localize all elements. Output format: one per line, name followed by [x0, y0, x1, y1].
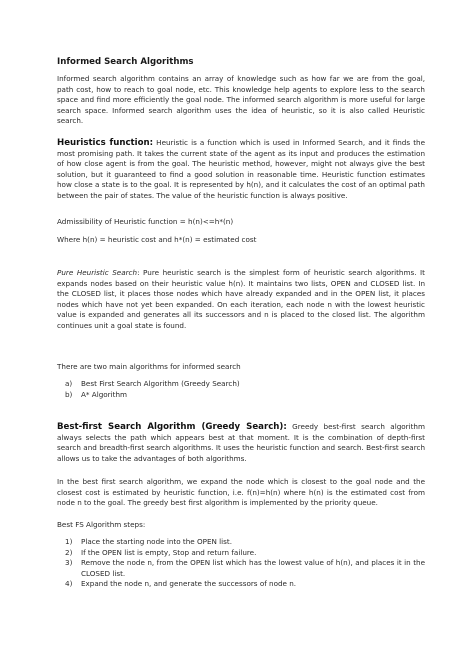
list-item	[57, 379, 425, 390]
list-item-text: Remove the node n, from the OPEN list which has the lowest value of h(n), and places it in the CLOSED list.	[81, 558, 425, 578]
bfs-paragraph-2	[57, 477, 425, 509]
list-item-text: Place the starting node into the OPEN list.	[81, 537, 233, 546]
bfs-paragraph-2-text: In the best first search algorithm, we expand the node which is closest to the goal node and the closest cost is estimated by heuristic function, i.e. f(n)=h(n) where h(n) is the estimated cost from node n to the goal. The greedy best first algorithm is implemented by the priority queue.	[57, 477, 425, 507]
list-item	[57, 579, 425, 590]
list-item-text: Best First Search Algorithm (Greedy Search)	[81, 379, 240, 388]
list-item	[57, 558, 425, 579]
steps-list	[57, 537, 425, 590]
intro-paragraph	[57, 74, 425, 127]
steps-title-text: Best FS Algorithm steps:	[57, 520, 146, 529]
heuristic-text: Heuristic is a function which is used in Informed Search, and it finds the most promising path. It takes the current state of the agent as its input and produces the estimation of how close agent is from the goal. The heuristic method, however, might not always give the best solution, but it guaranteed to find a good solution in reasonable time. Heuristic function estimates how close a state is to the goal. It is represented by h(n), and it calculates the cost of an optimal path between the pair of states. The value of the heuristic function is always positive.	[57, 138, 425, 200]
list-item-text: A* Algorithm	[81, 389, 127, 399]
where-text: Where h(n) = heuristic cost and h*(n) = estimated cost	[57, 235, 257, 244]
list-marker: 2)	[65, 547, 73, 557]
list-marker: b)	[65, 389, 73, 399]
pure-heuristic-paragraph	[57, 268, 425, 331]
list-item	[57, 537, 425, 548]
bfs-paragraph	[57, 422, 425, 464]
two-main-text: There are two main algorithms for informed search	[57, 362, 241, 371]
list-marker: 4)	[65, 579, 73, 588]
intro-text: Informed search algorithm contains an array of knowledge such as how far we are from the goal, path cost, how to reach to goal node, etc. This knowledge help agents to explore less to the search space and find more efficiently the goal node. The informed search algorithm is more useful for large search space. Informed search algorithm uses the idea of heuristic, so it is also called Heuristic search.	[57, 74, 425, 125]
bfs-text: Greedy best-first search algorithm always selects the path which appears best at that moment. It is the combination of depth-first search and breadth-first search algorithms. It uses the heuristic function and search. Best-first search allows us to take the advantages of both algorithms.	[57, 422, 425, 463]
steps-title	[57, 520, 425, 531]
heuristic-heading: Heuristics function:	[57, 138, 154, 148]
pure-heuristic-text: : Pure heuristic search is the simplest form of heuristic search algorithms. It expands nodes based on their heuristic value h(n). It maintains two lists, OPEN and CLOSED list. In the CLOSED list, it places those nodes which have already expanded and in the OPEN list, it places nodes which have not yet been expanded. On each iteration, each node n with the lowest heuristic value is expanded and generates all its successors and n is placed to the closed list. The algorithm continues unit a goal state is found.	[57, 268, 425, 330]
heuristic-paragraph	[57, 138, 425, 201]
where-line	[57, 235, 425, 246]
list-marker: 3)	[65, 558, 73, 567]
list-item	[57, 548, 425, 559]
two-main-line	[57, 362, 425, 373]
pure-heuristic-label: Pure Heuristic Search	[57, 268, 138, 277]
list-marker: a)	[65, 379, 73, 388]
doc-title: Informed Search Algorithms	[57, 57, 194, 67]
admissibility-text: Admissibility of Heuristic function = h(n)<=h*(n)	[57, 217, 234, 226]
main-algorithms-list	[57, 379, 425, 400]
list-item-text: If the OPEN list is empty, Stop and return failure.	[81, 547, 257, 557]
bfs-heading: Best-first Search Algorithm (Greedy Search):	[57, 422, 287, 432]
list-marker: 1)	[65, 537, 73, 546]
list-item-text: Expand the node n, and generate the successors of node n.	[81, 579, 297, 588]
admissibility-line	[57, 217, 425, 228]
list-item	[57, 390, 425, 401]
